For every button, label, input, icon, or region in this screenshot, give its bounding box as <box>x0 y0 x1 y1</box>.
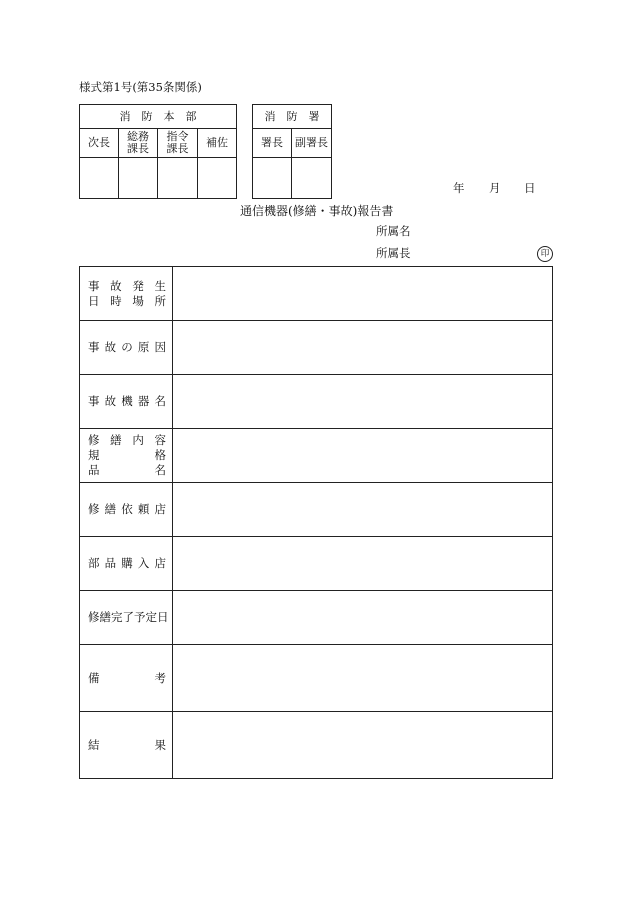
form-label-line <box>88 279 166 294</box>
hq-stamp-cell[interactable] <box>158 158 198 199</box>
form-label-char: 日 <box>157 610 169 624</box>
form-label-char: 店 <box>154 502 166 516</box>
form-label-char: 場 <box>132 293 144 308</box>
form-label-line <box>88 294 166 309</box>
form-label <box>80 483 173 537</box>
form-label-char: 了 <box>122 610 134 624</box>
form-label-char: 名 <box>154 463 166 477</box>
form-label-char: 格 <box>154 448 166 462</box>
form-label-char: 容 <box>154 433 166 447</box>
station-col-chief: 署長 <box>253 129 292 158</box>
form-row-result <box>80 712 553 779</box>
station-stamp-cell[interactable] <box>292 158 332 199</box>
form-label-char: 繕 <box>99 610 111 624</box>
form-label-char: 購 <box>121 556 133 570</box>
hq-approval-box <box>79 104 237 199</box>
form-label-char: 繕 <box>110 433 122 447</box>
form-input-cell[interactable] <box>173 537 553 591</box>
form-label-char: 故 <box>104 340 117 354</box>
form-label-char: 依 <box>121 502 133 516</box>
form-label-char: 器 <box>137 394 150 408</box>
form-label-line <box>88 394 166 409</box>
hq-header: 消 防 本 部 <box>80 105 237 129</box>
form-label-char: 予 <box>134 610 146 624</box>
document-title: 通信機器(修繕・事故)報告書 <box>240 204 394 218</box>
form-label-char: 品 <box>104 556 117 570</box>
form-row-remarks <box>80 645 553 712</box>
form-row-accident-datetime-place <box>80 267 553 321</box>
form-row-accident-cause <box>80 321 553 375</box>
form-row-scheduled-completion-date <box>80 591 553 645</box>
form-label-char: 故 <box>110 278 122 293</box>
form-label-line <box>88 340 166 355</box>
form-label-char: 修 <box>88 502 100 516</box>
form-label-char: の <box>121 340 133 354</box>
form-label-line <box>88 463 166 478</box>
hq-stamp-cell[interactable] <box>80 158 119 199</box>
affiliation-head-label: 所属長 <box>376 246 411 260</box>
form-label-char: 因 <box>154 340 166 354</box>
hq-stamp-cell[interactable] <box>198 158 237 199</box>
hq-stamp-cell[interactable] <box>119 158 158 199</box>
form-label-char: 備 <box>88 670 100 685</box>
form-row-repair-details-spec-item <box>80 429 553 483</box>
hq-col-vice-chief: 次長 <box>80 129 119 158</box>
form-label <box>80 645 173 712</box>
station-header: 消 防 署 <box>253 105 332 129</box>
form-label-char: 時 <box>110 293 122 308</box>
form-label-char: 部 <box>88 556 100 570</box>
affiliation-name-label: 所属名 <box>376 224 411 238</box>
form-label-char: 結 <box>88 737 100 752</box>
form-row-repair-shop <box>80 483 553 537</box>
form-label-line <box>88 448 166 463</box>
form-label-char: 品 <box>88 463 100 477</box>
form-row-accident-equipment <box>80 375 553 429</box>
form-label-char: 修 <box>88 610 100 624</box>
form-label-char: 定 <box>145 610 157 624</box>
form-label-char: 名 <box>154 394 166 408</box>
form-label-char: 繕 <box>104 502 117 516</box>
form-label <box>80 591 173 645</box>
date-month: 月 <box>489 181 501 195</box>
form-label-char: 発 <box>132 278 144 293</box>
form-input-cell[interactable] <box>173 645 553 712</box>
form-label <box>80 712 173 779</box>
form-input-cell[interactable] <box>173 267 553 321</box>
form-label-char: 修 <box>88 433 100 447</box>
form-label-line <box>88 502 166 517</box>
form-label-char: 原 <box>137 340 150 354</box>
form-label-line <box>88 556 166 571</box>
form-label-char: 生 <box>154 278 166 293</box>
form-label-char: 考 <box>154 670 166 685</box>
form-label-char: 完 <box>111 610 123 624</box>
form-label-char: 入 <box>137 556 150 570</box>
form-label-char: 所 <box>154 293 166 308</box>
form-label-char: 頼 <box>137 502 150 516</box>
date-year: 年 <box>453 181 465 195</box>
station-approval-box <box>252 104 332 199</box>
hq-col-command-chief: 指令 課長 <box>158 129 198 158</box>
station-col-deputy-chief: 副署長 <box>292 129 332 158</box>
form-label-char: 事 <box>88 394 100 408</box>
form-label-char: 日 <box>88 293 100 308</box>
form-label-char: 事 <box>88 278 100 293</box>
form-input-cell[interactable] <box>173 591 553 645</box>
form-input-cell[interactable] <box>173 712 553 779</box>
form-label-char: 果 <box>154 737 166 752</box>
form-label-char: 事 <box>88 340 100 354</box>
form-label-line <box>88 738 166 753</box>
hq-col-general-affairs-chief: 総務 課長 <box>119 129 158 158</box>
form-label-line <box>88 610 169 625</box>
seal-icon: 印 <box>537 246 553 262</box>
form-label-char: 故 <box>104 394 117 408</box>
form-row-parts-purchase-shop <box>80 537 553 591</box>
form-label-line <box>88 671 166 686</box>
form-label-line <box>88 433 166 448</box>
form-label <box>80 429 173 483</box>
form-label-char: 店 <box>154 556 166 570</box>
form-input-cell[interactable] <box>173 375 553 429</box>
form-input-cell[interactable] <box>173 483 553 537</box>
hq-col-assistant: 補佐 <box>198 129 237 158</box>
form-label-char: 規 <box>88 448 100 462</box>
form-number: 様式第1号(第35条関係) <box>79 80 202 94</box>
form-input-cell[interactable] <box>173 321 553 375</box>
form-label <box>80 537 173 591</box>
form-label <box>80 321 173 375</box>
report-form-table <box>79 266 553 779</box>
form-label-char: 内 <box>132 433 144 447</box>
station-stamp-cell[interactable] <box>253 158 292 199</box>
date-day: 日 <box>524 181 536 195</box>
form-input-cell[interactable] <box>173 429 553 483</box>
form-label-char: 機 <box>121 394 133 408</box>
form-label <box>80 267 173 321</box>
form-label <box>80 375 173 429</box>
